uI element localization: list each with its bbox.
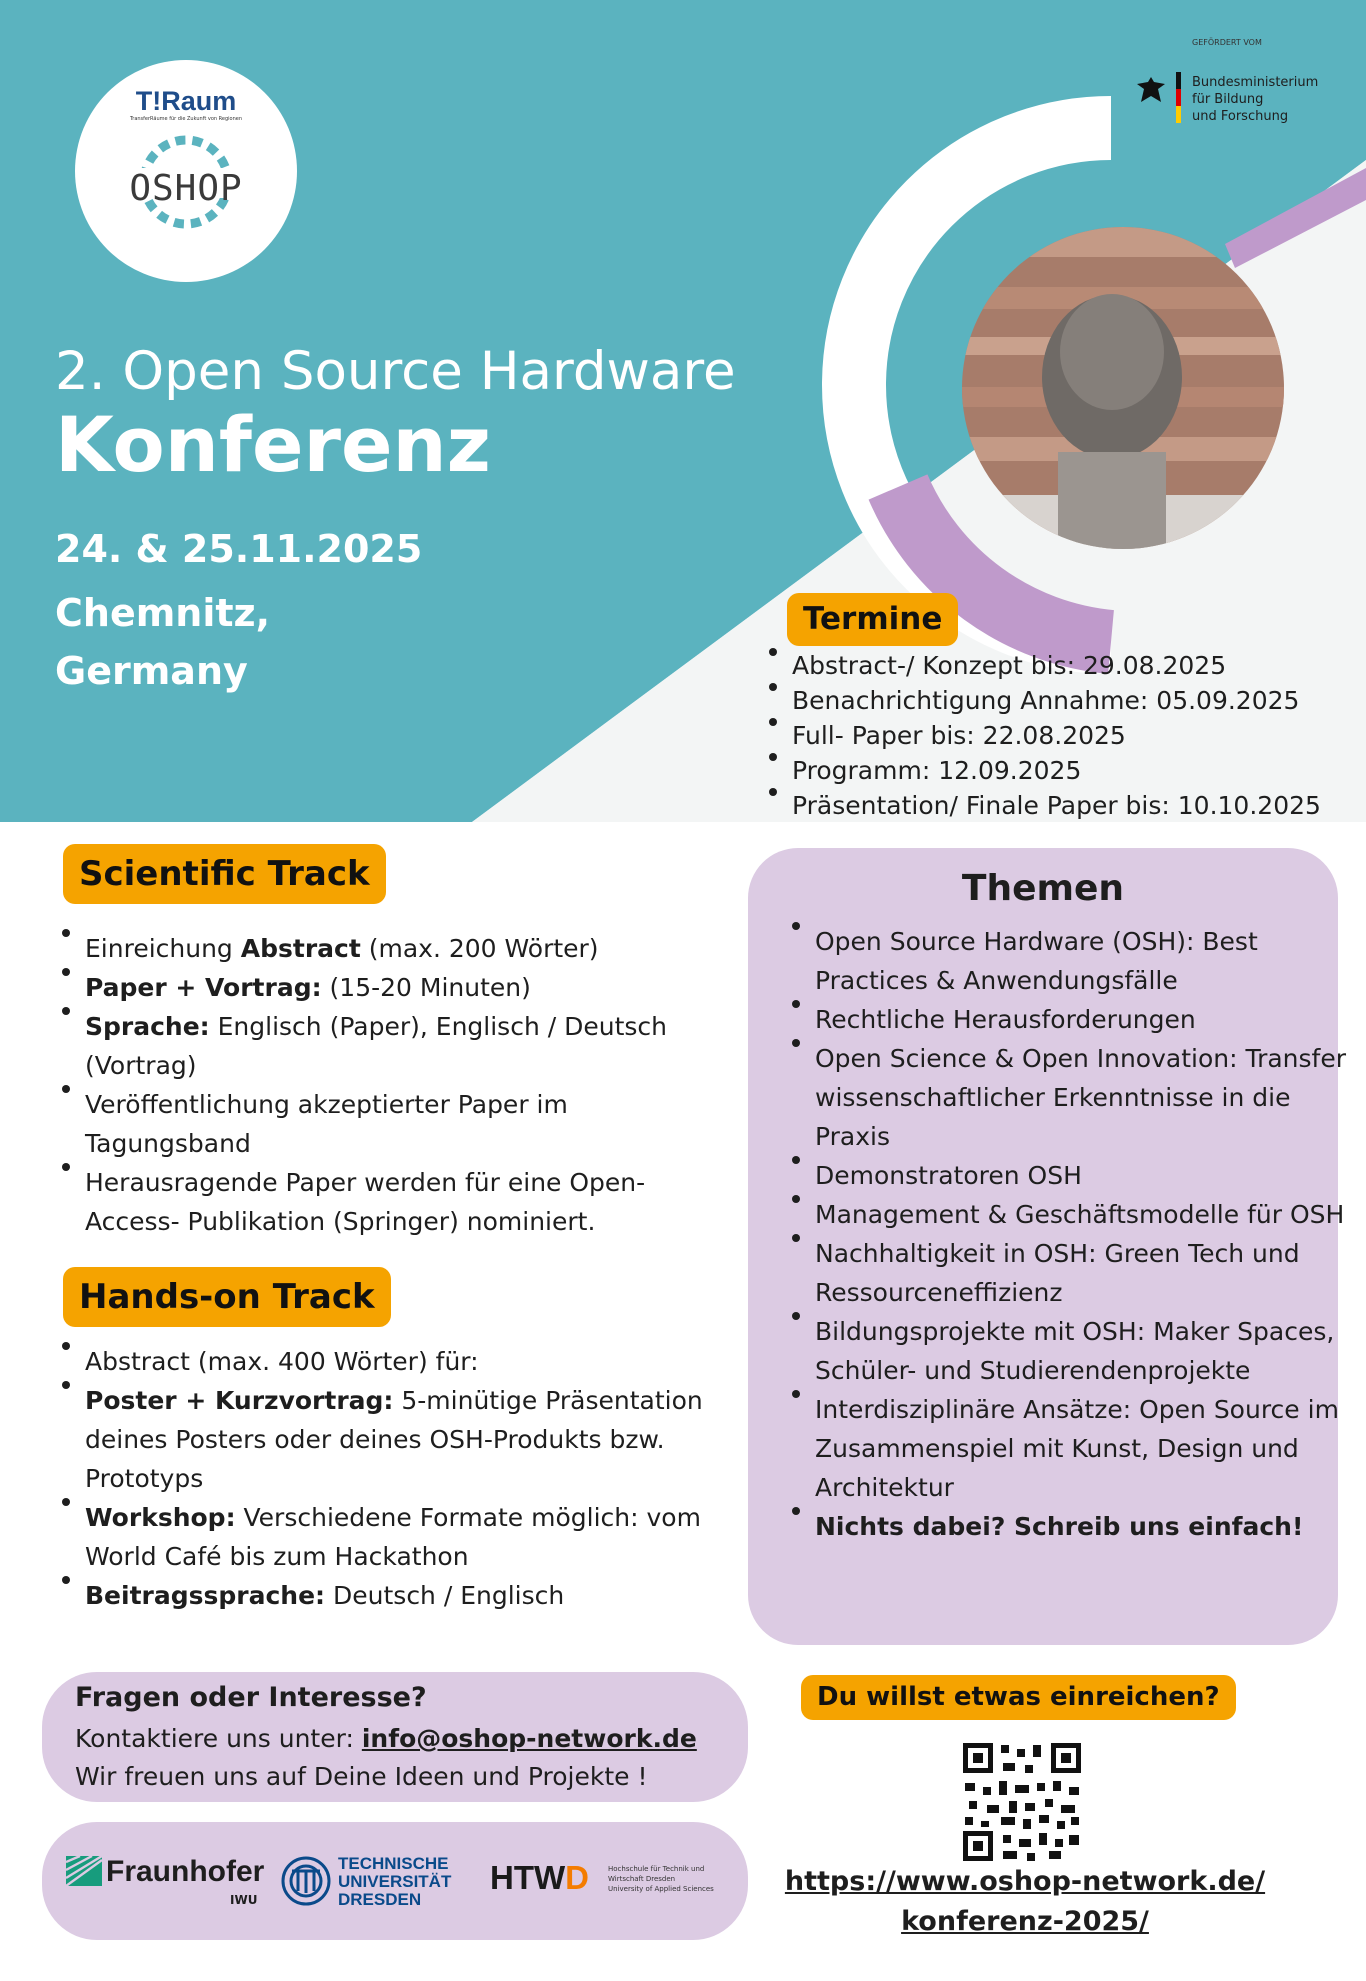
tud-line-1: TECHNISCHE [338, 1854, 449, 1873]
scientific-item: Sprache: Englisch (Paper), Englisch / Deutsch (Vortrag) [85, 1007, 725, 1085]
hands-on-track-list [55, 1342, 725, 1615]
termine-item: Benachrichtigung Annahme: 05.09.2025 [792, 683, 1366, 718]
themen-list [785, 922, 1355, 1546]
themen-item: Demonstratoren OSH [815, 1156, 1355, 1195]
funding-label: GEFÖRDERT VOM [1192, 38, 1262, 47]
hands-on-item: Workshop: Verschiedene Formate möglich: vom World Café bis zum Hackathon [85, 1498, 725, 1576]
themen-item: Management & Geschäftsmodelle für OSH [815, 1195, 1355, 1234]
bmbf-line-2: für Bildung [1192, 92, 1264, 107]
conference-title: Konferenz [55, 400, 491, 489]
contact-line: Kontaktiere uns unter: info@oshop-network.de [75, 1724, 697, 1753]
traum-logo: T!Raum [135, 86, 237, 116]
conference-location [55, 584, 270, 700]
hands-on-item: Abstract (max. 400 Wörter) für: [85, 1342, 725, 1381]
hands-on-track-heading: Hands-on Track [63, 1267, 391, 1327]
submit-heading: Du willst etwas einreichen? [801, 1675, 1236, 1720]
traum-logo-sub: TransferRäume für die Zukunft von Regionen [129, 116, 243, 122]
qr-code-icon[interactable] [963, 1743, 1081, 1861]
termine-heading: Termine [787, 593, 958, 646]
bmbf-line-3: und Forschung [1192, 109, 1289, 124]
scientific-item: Einreichung Abstract (max. 200 Wörter) [85, 929, 725, 968]
contact-email-link[interactable]: info@oshop-network.de [361, 1724, 697, 1753]
themen-item: Open Source Hardware (OSH): Best Practices & Anwendungsfälle [815, 922, 1355, 1000]
scientific-item: Veröffentlichung akzeptierter Paper im Tagungsband [85, 1085, 725, 1163]
themen-item: Interdisziplinäre Ansätze: Open Source im Zusammenspiel mit Kunst, Design und Architektur [815, 1390, 1355, 1507]
location-city: Chemnitz, [55, 591, 271, 635]
hands-on-item: Poster + Kurzvortrag: 5-minütige Präsentation deines Posters oder deines OSH-Produkts bzw. Prototyps [85, 1381, 725, 1498]
termine-list [762, 648, 1366, 823]
monument-photo [962, 227, 1284, 549]
oshop-logo-badge [75, 60, 297, 282]
flag-red [1176, 89, 1181, 106]
scientific-track-heading: Scientific Track [63, 844, 386, 904]
contact-heading: Fragen oder Interesse? [75, 1682, 427, 1713]
hands-on-item: Beitragssprache: Deutsch / Englisch [85, 1576, 725, 1615]
flag-black [1176, 72, 1181, 89]
tud-line-2: UNIVERSITÄT [338, 1872, 452, 1891]
termine-item: Full- Paper bis: 22.08.2025 [792, 718, 1366, 753]
themen-item: Nachhaltigkeit in OSH: Green Tech und Ressourceneffizienz [815, 1234, 1355, 1312]
fraunhofer-institute: IWU [230, 1893, 258, 1907]
themen-heading: Themen [961, 868, 1125, 909]
htw-logo-sub: Hochschule für Technik und Wirtschaft Dresden University of Applied Sciences [608, 1865, 714, 1893]
themen-item-contact: Nichts dabei? Schreib uns einfach! [815, 1507, 1355, 1546]
oshop-logo-text: OSHOP [129, 168, 243, 209]
scientific-item: Herausragende Paper werden für eine Open-Access- Publikation (Springer) nominiert. [85, 1163, 725, 1241]
themen-item: Bildungsprojekte mit OSH: Maker Spaces, Schüler- und Studierendenprojekte [815, 1312, 1355, 1390]
contact-message: Wir freuen uns auf Deine Ideen und Projekte ! [75, 1762, 648, 1791]
htw-logo: HTWD [490, 1859, 589, 1896]
bmbf-line-1: Bundesministerium [1192, 75, 1319, 90]
fraunhofer-logo-icon [66, 1856, 102, 1886]
termine-item: Präsentation/ Finale Paper bis: 10.10.2025 [792, 788, 1366, 823]
termine-item: Abstract-/ Konzept bis: 29.08.2025 [792, 648, 1366, 683]
scientific-item: Paper + Vortrag: (15-20 Minuten) [85, 968, 725, 1007]
conference-date: 24. & 25.11.2025 [55, 527, 423, 571]
conference-subtitle: 2. Open Source Hardware [55, 341, 736, 402]
scientific-track-list [55, 929, 725, 1241]
flag-gold [1176, 106, 1181, 123]
tud-line-3: DRESDEN [338, 1890, 422, 1909]
tu-dresden-logo-icon [280, 1855, 332, 1907]
themen-item: Open Science & Open Innovation: Transfer wissenschaftlicher Erkenntnisse in die Praxis [815, 1039, 1355, 1156]
eagle-icon [1134, 74, 1168, 108]
termine-item: Programm: 12.09.2025 [792, 753, 1366, 788]
submission-url-link[interactable]: https://www.oshop-network.de/ konferenz-2025/ [784, 1866, 1266, 1937]
location-country: Germany [55, 649, 248, 693]
tu-dresden-logo [338, 1855, 451, 1909]
themen-item: Rechtliche Herausforderungen [815, 1000, 1355, 1039]
bmbf-logo-text [1192, 74, 1318, 125]
fraunhofer-logo: Fraunhofer [106, 1855, 265, 1888]
